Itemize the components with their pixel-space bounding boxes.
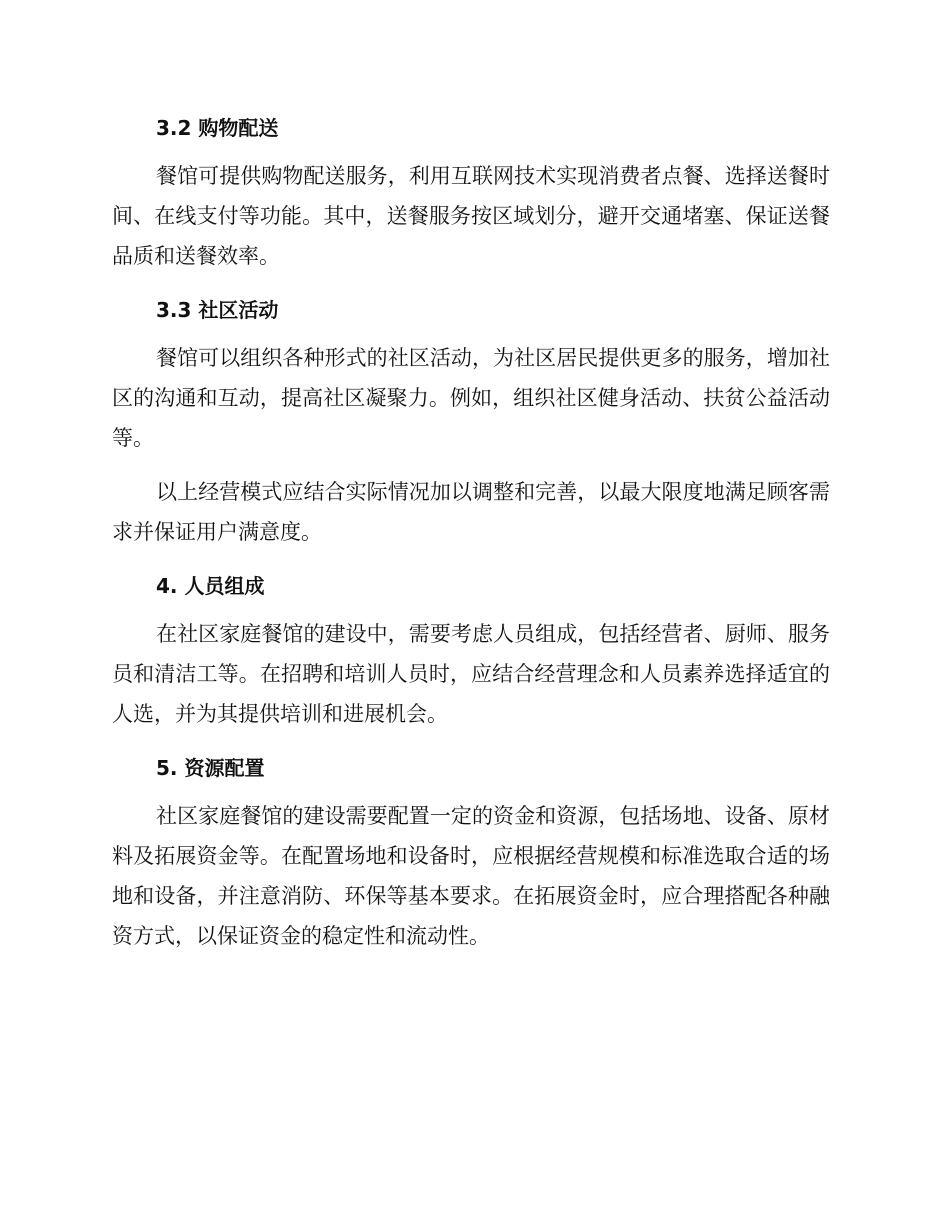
paragraph-resource-allocation: 社区家庭餐馆的建设需要配置一定的资金和资源，包括场地、设备、原材料及拓展资金等。在配置场地和设备时，应根据经营规模和标准选取合适的场地和设备，并注意消防、环保等基本要求。在拓展资金时，应合理搭配各种融资方式，以保证资金的稳定性和流动性。 — [112, 804, 830, 948]
document-page — [112, 108, 830, 970]
paragraph-staffing: 在社区家庭餐馆的建设中，需要考虑人员组成，包括经营者、厨师、服务员和清洁工等。在招聘和培训人员时，应结合经营理念和人员素养选择适宜的人选，并为其提供培训和进展机会。 — [112, 622, 830, 726]
paragraph-business-model-summary: 以上经营模式应结合实际情况加以调整和完善，以最大限度地满足顾客需求并保证用户满意度。 — [112, 480, 830, 544]
paragraph-community-activities: 餐馆可以组织各种形式的社区活动，为社区居民提供更多的服务，增加社区的沟通和互动，提高社区凝聚力。例如，组织社区健身活动、扶贫公益活动等。 — [112, 346, 830, 450]
paragraph-shopping-delivery: 餐馆可提供购物配送服务，利用互联网技术实现消费者点餐、选择送餐时间、在线支付等功能。其中，送餐服务按区域划分，避开交通堵塞、保证送餐品质和送餐效率。 — [112, 164, 830, 268]
section-heading-3-3: 3.3 社区活动 — [156, 298, 279, 322]
section-heading-5: 5. 资源配置 — [156, 756, 265, 780]
section-heading-4: 4. 人员组成 — [156, 574, 265, 598]
section-heading-3-2: 3.2 购物配送 — [156, 116, 279, 140]
